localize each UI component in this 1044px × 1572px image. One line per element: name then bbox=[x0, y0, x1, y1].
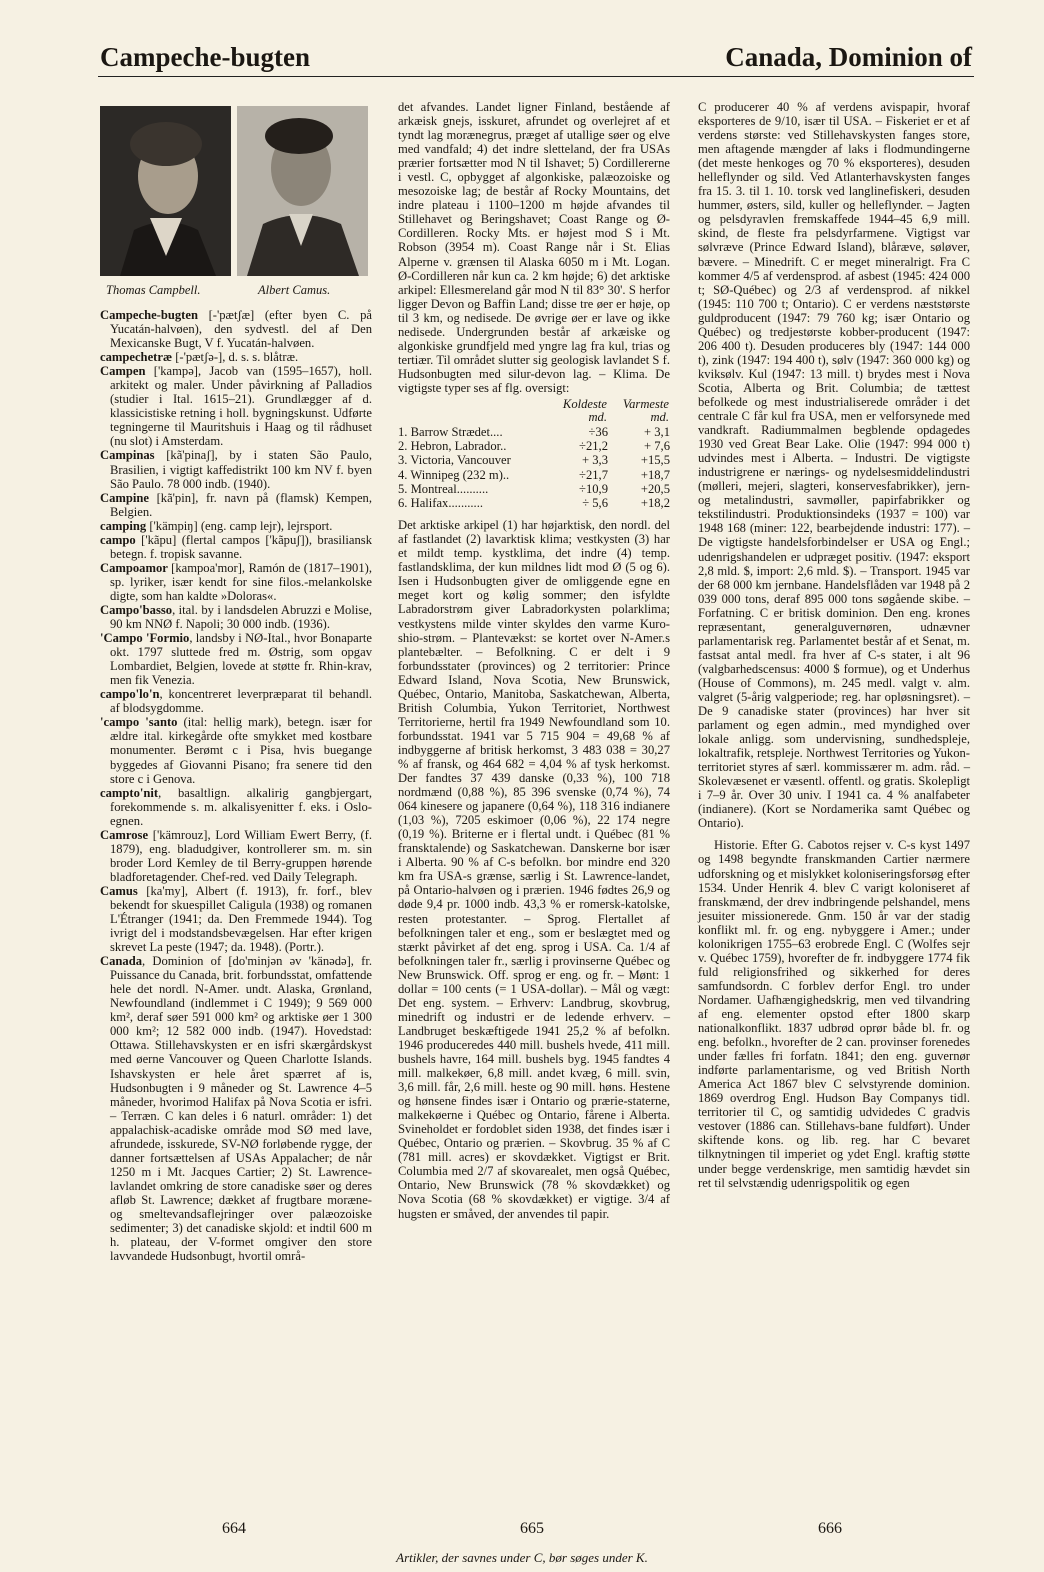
entry-campinas: Campinas [kã'pinaʃ], by i staten São Paulo, Brasilien, i vigtigt kaffedistrikt 100 km NV f. byen São Paulo. 78 000 indb. (1940). bbox=[100, 448, 372, 491]
portrait-camus-image bbox=[237, 106, 368, 276]
canada-terrain-text: det afvandes. Landet ligner Finland, bestående af arkæisk gnejs, isskuret, afrundet og overlejret af et tyndt lag morænegrus, præget af utallige søer og elve med vandfald; 4) det indre sletteland, der fra USAs prærier fortsætter mod N til Ishavet; 5) Cordillererne i vestl. C, opbygget af algonkiske, palæozoiske og mesozoiske lag; de består af Rocky Mountains, det indre plateau i 1100–1200 m højde afvandes til Stillehavet og Beringshavet; Coast Range og Ø-Cordilleren. Rocky Mts. er højest mod S i Mt. Robson (3954 m). Coast Range når i St. Elias Alperne v. grænsen til Alaska 6050 m i Mt. Logan. Ø-Cordilleren når kun ca. 2 km højde; 6) det arktiske arkipel: Ellesmereland går mod N til 83° 30'. S herfor ligger Devon og Baffin Land; disse tre øer er høje, op til 3 km, og nedisede. De øvrige øer er lave og ikke nedisede. Undergrunden består af arkæiske og algonkiske grundfjeld med yngre lag fra kul, trias og tertiær. Til området slutter sig geologisk lavlandet S f. Hudsonbugten med silur-devon lag. – Klima. De vigtigste typer ses af flg. oversigt: bbox=[398, 100, 670, 395]
entry-campen: Campen ['kampə], Jacob van (1595–1657), holl. arkitekt og maler. Under påvirkning af Palladios (studier i Ital. 1615–21). Grundlægger af d. klassicistiske retning i holl. bygningskunst. Udførte tegningerne til Mauritshuis i Haag og til rådhuset (nu slot) i Amsterdam. bbox=[100, 364, 372, 449]
climate-cold-value: ÷36 bbox=[588, 424, 608, 439]
climate-header-warmest: Varmeste md. bbox=[622, 396, 669, 424]
headword: campo bbox=[100, 532, 142, 547]
climate-cold-value: + 3,3 bbox=[582, 453, 608, 468]
climate-station: 2. Hebron, Labrador.. bbox=[398, 439, 507, 454]
running-header-right: Canada, Dominion of bbox=[725, 42, 972, 72]
headword: 'campo 'santo bbox=[100, 715, 184, 730]
table-row bbox=[398, 425, 670, 439]
column-2 bbox=[398, 100, 670, 1221]
entry-campoamor: Campoamor [kampoa'mor], Ramón de (1817–1901), sp. lyriker, især kendt for sine filos.-melankolske digte, som han kaldte »Doloras«. bbox=[100, 560, 372, 603]
column-1 bbox=[100, 308, 372, 1263]
page-number-right: 666 bbox=[818, 1520, 842, 1537]
caption-albert-camus: Albert Camus. bbox=[258, 283, 331, 297]
entry-camus: Camus [ka'my], Albert (f. 1913), fr. forf., blev bekendt for skuespillet Caligula (1938) og romanen L'Étranger (1941; da. Den Fremmede 1944). Tog ivrigt del i modstandsbevægelsen. Har efter krigen skrevet La peste (1947; da. 1948). (Portr.). bbox=[100, 883, 373, 955]
climate-header-coldest: Koldeste md. bbox=[562, 396, 607, 424]
headword: Camus bbox=[100, 883, 147, 898]
headword: campo'lo'n bbox=[100, 687, 160, 702]
column-3 bbox=[698, 100, 970, 1190]
climate-station: 4. Winnipeg (232 m).. bbox=[398, 467, 510, 482]
table-row bbox=[398, 468, 670, 482]
climate-warm-value: + 3,1 bbox=[644, 424, 670, 439]
headword: Campine bbox=[100, 490, 157, 505]
canada-population-text: Det arktiske arkipel (1) har højarktisk, den nordl. del af fastlandet (2) lavarktisk klima; vestkysten (3) har et mildt temp. kystklima, det indre (4) temp. fastlandsklima, der kun mildnes lidt mod Ø (5 og 6). Isen i Hudsonbugten giver de omliggende egne en meget kort og kølig sommer; den isfyldte Labradorstrøm giver Labradorkysten polarklima; vestkystens milde vinter skyldes den varme Kuro-shio-strøm. – Plantevækst: se kortet over N-Amer.s plantebælter. – Befolkning. C er delt i 9 forbundsstater (provinces) og 2 territorier: Prince Edward Island, Nova Scotia, New Brunswick, Québec, Ontario, Manitoba, Saskatchewan, Alberta, British Columbia, Yukon Territoriet, Northwest Territorierne, hertil fra 1949 Newfoundland som 10. forbundsstat. 1941 var 5 715 904 = 49,68 % af indbyggerne af britisk herkomst, 3 483 038 = 30,27 % af fransk, og 464 682 = 4,04 % af tysk herkomst. Der fandtes 37 439 danske (0,33 %), 100 718 nordmænd (0,88 %), 85 396 svenske (0,74 %), 74 064 kinesere og japanere (0,64 %), 118 316 indianere (1,03 %), 7205 eskimoer (0,06 %), 22 174 negre (0,19 %). Briterne er i flertal undt. i Québec (81 % fransktalende) og Saskatchewan. Danskerne bor især i Alberta. 90 % af C-s befolkn. bor mindre end 320 km fra USA-s grænse, særlig i St. Lawrence-landet, på Ontario-halvøen og i prærien. 1946 fødtes 26,9 og døde 9,4 pr. 1000 indb. 43,3 % er romersk-katolske, resten protestanter. – Sprog. Flertallet af befolkningen taler et eng., som er beslægtet med og stærkt påvirket af det eng. sprog i USA. Ca. 1/4 af befolkningen taler fr., særlig i provinserne Québec og New Brunswick. Off. sprog er eng. og fr. – Mønt: 1 dollar = 100 cents (= 1 USA-dollar). – Mål og vægt: Det eng. system. – Erhverv: Landbrug, skovbrug, minedrift og industri er de ledende erhverv. – Landbruget beskæftigede 1941 25,2 % af befolkn. 1946 produceredes 440 mill. bushels hvede, 411 mill. bushels havre, 164 mill. bushels byg. 1945 fandtes 4 mill. malkekøer, 6,8 mill. andet kvæg, 6 mill. svin, 3,6 mill. får, 2,6 mill. heste og 90 mill. høns. Hestene og hønsene findes især i Ontario og prærie-staterne, malkekøerne i Québec og Ontario, fårene i Alberta. Svineholdet er fordoblet siden 1938, det findes især i Québec, Ontario og prærien. – Skovbrug. 35 % af C (781 mill. acres) er skovdækket. Vigtigst er Brit. Columbia med 2/7 af skovarealet, men også Québec, Ontario, New Brunswick (78 % skovdækket) og Nova Scotia (68 % skovdækket) er vigtige. 3/4 af hugsten er småved, der anvendes til papir. bbox=[398, 518, 670, 1221]
entry-camping: camping ['kämpiŋ] (eng. camp lejr), lejrsport. bbox=[100, 518, 333, 533]
headword: campto'nit bbox=[100, 785, 159, 800]
portrait-photos bbox=[100, 106, 372, 302]
portrait-campbell-image bbox=[100, 106, 231, 276]
page-number-left: 664 bbox=[222, 1520, 246, 1537]
climate-warm-value: +20,5 bbox=[640, 481, 670, 496]
headword: Campoamor bbox=[100, 560, 172, 575]
climate-station: 6. Halifax........... bbox=[398, 496, 483, 510]
headword: campechetræ bbox=[100, 350, 176, 365]
climate-station: 1. Barrow Strædet.... bbox=[398, 424, 503, 439]
climate-table bbox=[398, 397, 670, 510]
climate-station: 3. Victoria, Vancouver bbox=[398, 453, 511, 468]
climate-warm-value: + 7,6 bbox=[644, 439, 670, 454]
entry-campo-formio: 'Campo 'Formio, landsby i NØ-Ital., hvor Bonaparte okt. 1797 sluttede fred m. Østrig, som opgav Lombardiet, Belgien, lovede at støtte fr. Rhin-krav, men fik Venezia. bbox=[100, 631, 372, 688]
canada-history-text: Historie. Efter G. Cabotos rejser v. C-s kyst 1497 og 1498 begyndte franskmanden Cartier nærmere udforskning og et mislykket koloniseringsforsøg efter 1534. Under Henrik 4. blev C varigt koloniseret af franskmænd, der drev indbringende pelshandel, mens jesuiter missionerede. Gnm. 150 år var der stadig konflikt ml. fr. og eng. nybyggere i Amer.; under kolonikrigen 1755–63 erobrede Engl. C (Wolfes sejr v. Québec 1759), hvorefter de fr. indbyggere 1774 fik fuld religionsfrihed og sikkerhed for deres samfundsordn. C forblev derfor Engl. tro under Nordamer. Uafhængighedskrig, men ved tilvandring af eng. elementer opstod efter 1800 skarp nationalkonflikt. 1837 udbrød oprør både bl. fr. og eng. befolkn., hvorefter de 2 can. provinser forenedes under fælles fri forfatn. 1841; den eng. guvernør indførte parlamentarisme, og ved British North America Act 1867 blev C selvstyrende dominion. 1869 overdrog Engl. Hudson Bay Companys tidl. territorier til C, og samtidig udvidedes C gradvis vestover (1886 can. Stillehavs-bane fuldført). Under skiftende kons. og lib. reg. har C bevaret tilknytningen til imperiet og ydet Engl. kraftig støtte under begge verdenskrige, men samtidig hævdet sin ret til selvstændig udenrigspolitik og egen bbox=[698, 838, 970, 1190]
table-row bbox=[398, 453, 670, 467]
running-header-left: Campeche-bugten bbox=[100, 42, 310, 72]
portrait-albert-camus bbox=[237, 106, 368, 276]
headword: camping bbox=[100, 518, 150, 533]
climate-station: 5. Montreal.......... bbox=[398, 481, 489, 496]
entry-campobasso: Campo'basso, ital. by i landsdelen Abruzzi e Molise, 90 km NNØ f. Napoli; 30 000 indb. (1936). bbox=[100, 602, 372, 632]
page-number-center: 665 bbox=[520, 1520, 544, 1537]
entry-campolon: campo'lo'n, koncentreret leverpræparat til behandl. af blodsygdomme. bbox=[100, 687, 372, 716]
climate-warm-value: +18,7 bbox=[640, 467, 670, 482]
climate-cold-value: ÷ 5,6 bbox=[582, 496, 608, 510]
entry-campo-santo: 'campo 'santo (ital: hellig mark), betegn. især for ældre ital. kirkegårde ofte smykket med kostbare monumenter. Berømt c i Pisa, hvis buegange byggedes af Giovanni Pisano; fra senere tid den store c i Genova. bbox=[100, 715, 372, 786]
entry-canada-dominion: Canada, Dominion of [do'minjən əv 'känədə], fr. Puissance du Canada, brit. forbundsstat, omfattende hele det nordl. N-Amer. undt. Alaska, Grønland, Newfoundland (indlemmet i C 1949); 9 569 000 km², deraf søer 591 000 km² og arktiske øer 1 300 000 km²; 12 582 000 indb. (1947). Hovedstad: Ottawa. Stillehavskysten er en isfri skærgårdskyst med øerne Vancouver og Queen Charlotte Islands. Ishavskysten er hele året spærret af is, Hudsonbugten i 9 måneder og St. Lawrence 4–5 måneder, hvorimod Halifax på Nova Scotia er isfri. – Terræn. C kan deles i 6 naturl. områder: 1) det appalachisk-acadiske område mod SØ med lave, afrundede, isskurede, SV-NØ forløbende rygge, der danner fortsættelsen af USAs Appalacher; de når 1250 m i Mt. Jacques Cartier; 2) St. Lawrence-lavlandet omkring de store canadiske søer og deres afløb St. Lawrence; dækket af frugtbare moræne- og smeltevandsaflejringer over palæozoiske sedimenter; 3) det canadiske skjold: et indtil 600 m h. plateau, der V-formet omgiver den store lavvandede Hudsonbugt, hvortil områ- bbox=[100, 954, 372, 1264]
headword: Campeche-bugten bbox=[100, 308, 209, 322]
entry-campechetrae: campechetræ [-'pætʃə-], d. s. s. blåtræ. bbox=[100, 350, 299, 365]
table-row bbox=[398, 482, 670, 496]
climate-warm-value: +15,5 bbox=[640, 453, 670, 468]
footer-note: Artikler, der savnes under C, bør søges under K. bbox=[396, 1550, 648, 1565]
headword: 'Campo 'Formio bbox=[100, 631, 190, 646]
climate-cold-value: ÷10,9 bbox=[579, 481, 608, 496]
entry-campo: campo ['kãpu] (flertal campos ['kãpuʃ]), brasiliansk betegn. f. tropisk savanne. bbox=[100, 532, 372, 561]
table-row bbox=[398, 439, 670, 453]
entry-campeche-bugten: Campeche-bugten [-'pætʃæ] (efter byen C. på Yucatán-halvøen), den sydvestl. del af Den Mexicanske Bugt, V f. Yucatán-halvøen. bbox=[100, 308, 372, 351]
climate-cold-value: ÷21,7 bbox=[579, 467, 608, 482]
portrait-thomas-campbell bbox=[100, 106, 231, 276]
table-row bbox=[398, 496, 670, 510]
caption-thomas-campbell: Thomas Campbell. bbox=[106, 283, 201, 297]
headword: Canada bbox=[100, 954, 142, 969]
entry-camrose: Camrose ['kämrouz], Lord William Ewert Berry, (f. 1879), eng. bladudgiver, kontrollerer sm. m. sin broder Lord Kemley de til Berry-gruppen hørende bladforetagender. Chef-red. ved Daily Telegraph. bbox=[100, 827, 372, 884]
canada-economy-text: C producerer 40 % af verdens avispapir, hvoraf eksporteres de 9/10, især til USA. – Fiskeriet er et af verdens største: ved Stillehavskysten fanges store, men aftagende mængder af laks i flodmundingerne (det meste henkoges og 70 % eksporteres), desuden helleflynder og sild. Ved Atlanterhavskysten fanges fra 15. 3. til 1. 10. torsk ved langlinefiskeri, desuden hummer, østers, sild, kuller og helleflynder. – Jagten og pelsdyravlen fremskaffede 1944–45 6,9 mill. skind, de fleste fra pelsdyrfarmene. Vigtigst var sølvræve (Prince Edward Island), blåræve, søløver, bævere. – Minedrift. C er meget mineralrigt. Fra C kommer 4/5 af verdensprod. af asbest (1945: 424 000 t; SØ-Québec) og 2/3 af verdensprod. af nikkel (1945: 110 700 t; Ontario). C er verdens næststørste guldproducent (1947: 79 760 kg; især Ontario og Québec) og tredjestørste kobber-producent (1947: 206 400 t). Desuden produceres bly (1947: 144 000 t), zink (1947: 194 400 t), sølv (1947: 360 000 kg) og kviksølv. Kul (1947: 13 mill. t) brydes mest i Nova Scotia, Alberta og Brit. Columbia; de tættest befolkede og mest industrialiserede områder i det centrale C får kul fra USA, men er velforsynede med vandkraft. Radiummalmen begblende opdagedes 1930 ved Great Bear Lake. Olie (1947: 994 000 t) udvindes mest i Alberta. – Industri. De vigtigste industrigrene er nærings- og nydelsesmiddelindustri (mølleri, mejeri, slagteri, konservesfabrikker), jern- og metalindustri, savmøller, papirfabrikker og tekstilindustri. Produktionsindeks (1937 = 100) var 1948 168 (miner: 122, bearbejdende industri: 177). – De vigtigste handelsforbindelser er USA og Engl.; udenrigshandelen er udpræget positiv. (1947: eksport 2,8 mld. $, import: 2,6 mld. $). – Transport. 1945 var der 68 000 km jernbane. Handelsflåden var 1948 på 2 039 000 tons, deraf 895 000 tons søgående skibe. – Forfatning. C er britisk dominion. Den eng. krones repræsentant, generalguvernøren, udnævner parlamentarisk reg. Parlamentet består af et Senat, m. fastsat antal medl. fra hver af C-s stater, i alt 96 (valgbarhedscensus: 4000 $ formue), og et Underhus (House of Commons), m. 245 medl. valgt v. alm. valgret (5-årig valgperiode; reg. har opløsningsret). – De 9 canadiske stater (provinces) har hver sit parlament og egen admin., med myndighed over lokale anligg. som undervisning, sundhedspleje, lokaltrafik, retspleje. Northwest Territories og Yukon-territoriet styres af særl. kommissærer m. adm. råd. – Skolevæsenet er væsentl. offentl. og gratis. Skolepligt i 7–9 år. Over 30 univ. I 1941 ca. 4 % analfabeter (indianere). (Kort se Nordamerika samt Québec og Ontario). bbox=[698, 100, 970, 831]
header-rule bbox=[98, 76, 974, 77]
climate-warm-value: +18,2 bbox=[640, 496, 670, 510]
climate-cold-value: ÷21,2 bbox=[579, 439, 608, 454]
entry-campine: Campine [kã'pin], fr. navn på (flamsk) Kempen, Belgien. bbox=[100, 490, 372, 519]
headword: Campinas bbox=[100, 448, 167, 463]
headword: Campen bbox=[100, 364, 154, 379]
headword: Camrose bbox=[100, 827, 153, 842]
headword: Campo'basso bbox=[100, 602, 173, 617]
entry-camptonit: campto'nit, basaltlign. alkalirig gangbjergart, forekommende s. m. alkalisyenitter f. eks. i Oslo-egnen. bbox=[100, 785, 372, 828]
